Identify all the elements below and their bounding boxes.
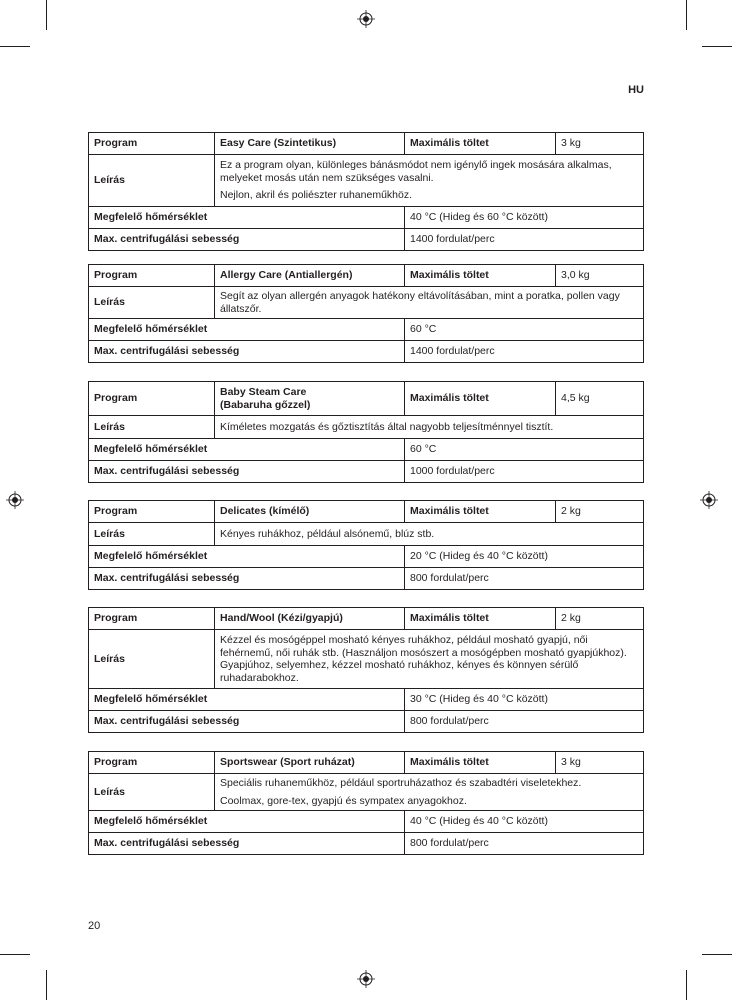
spin-label: Max. centrifugálási sebesség — [89, 461, 405, 483]
program-table — [88, 264, 644, 363]
spin-row — [89, 341, 644, 363]
program-name: Sportswear (Sport ruházat) — [215, 752, 405, 774]
temperature-label: Megfelelő hőmérséklet — [89, 319, 405, 341]
temperature-label: Megfelelő hőmérséklet — [89, 207, 405, 229]
program-name: Delicates (kímélő) — [215, 501, 405, 523]
temperature-value: 60 °C — [405, 439, 644, 461]
temperature-row — [89, 689, 644, 711]
temperature-label: Megfelelő hőmérséklet — [89, 689, 405, 711]
description-row — [89, 287, 644, 319]
registration-mark-icon — [700, 491, 718, 509]
spin-value: 1400 fordulat/perc — [405, 229, 644, 251]
page-number: 20 — [88, 920, 101, 932]
program-label: Program — [89, 608, 215, 630]
max-load-value: 2 kg — [556, 608, 644, 630]
temperature-row — [89, 546, 644, 568]
program-header-row — [89, 382, 644, 416]
max-load-value: 3 kg — [556, 752, 644, 774]
description-label: Leírás — [89, 523, 215, 546]
crop-mark — [702, 954, 732, 955]
max-load-label: Maximális töltet — [405, 501, 556, 523]
program-label: Program — [89, 752, 215, 774]
crop-mark — [0, 46, 30, 47]
program-label: Program — [89, 501, 215, 523]
crop-mark — [46, 970, 47, 1000]
crop-mark — [686, 970, 687, 1000]
spin-value: 1400 fordulat/perc — [405, 341, 644, 363]
program-table — [88, 607, 644, 733]
registration-mark-icon — [357, 970, 375, 988]
spin-label: Max. centrifugálási sebesség — [89, 341, 405, 363]
temperature-label: Megfelelő hőmérséklet — [89, 811, 405, 833]
description-paragraph: Ez a program olyan, különleges bánásmódot nem igénylő ingek mosására alkalmas, melyeket mosás után nem szükséges vasalni. — [220, 159, 612, 184]
temperature-value: 30 °C (Hideg és 40 °C között) — [405, 689, 644, 711]
crop-mark — [0, 954, 30, 955]
spin-row — [89, 833, 644, 855]
description-text — [215, 416, 644, 439]
description-label: Leírás — [89, 155, 215, 207]
temperature-value: 40 °C (Hideg és 40 °C között) — [405, 811, 644, 833]
temperature-value: 60 °C — [405, 319, 644, 341]
language-code: HU — [628, 84, 644, 96]
max-load-value: 3 kg — [556, 133, 644, 155]
crop-mark — [686, 0, 687, 30]
program-header-row — [89, 265, 644, 287]
description-row — [89, 523, 644, 546]
spin-label: Max. centrifugálási sebesség — [89, 711, 405, 733]
temperature-row — [89, 811, 644, 833]
program-header-row — [89, 608, 644, 630]
crop-mark — [702, 46, 732, 47]
temperature-label: Megfelelő hőmérséklet — [89, 439, 405, 461]
temperature-row — [89, 207, 644, 229]
program-name: Baby Steam Care (Babaruha gőzzel) — [215, 382, 405, 416]
description-paragraph: Nejlon, akril és poliészter ruhaneműkhöz. — [220, 189, 413, 202]
description-label: Leírás — [89, 630, 215, 689]
program-header-row — [89, 133, 644, 155]
program-table — [88, 500, 644, 590]
description-row — [89, 416, 644, 439]
program-label: Program — [89, 133, 215, 155]
description-paragraph: Kíméletes mozgatás és gőztisztítás által nagyobb teljesítménnyel tisztít. — [220, 420, 554, 433]
program-label: Program — [89, 265, 215, 287]
description-text — [215, 287, 644, 319]
spin-row — [89, 568, 644, 590]
max-load-label: Maximális töltet — [405, 608, 556, 630]
description-text — [215, 523, 644, 546]
max-load-value: 3,0 kg — [556, 265, 644, 287]
program-header-row — [89, 501, 644, 523]
spin-label: Max. centrifugálási sebesség — [89, 229, 405, 251]
program-header-row — [89, 752, 644, 774]
temperature-row — [89, 439, 644, 461]
program-name: Easy Care (Szintetikus) — [215, 133, 405, 155]
program-table — [88, 381, 644, 483]
spin-value: 800 fordulat/perc — [405, 833, 644, 855]
description-paragraph: Segít az olyan allergén anyagok hatékony eltávolításában, mint a poratka, pollen vagy állatszőr. — [220, 290, 620, 315]
description-row — [89, 774, 644, 811]
registration-mark-icon — [357, 10, 375, 28]
program-name: Allergy Care (Antiallergén) — [215, 265, 405, 287]
temperature-value: 20 °C (Hideg és 40 °C között) — [405, 546, 644, 568]
temperature-value: 40 °C (Hideg és 60 °C között) — [405, 207, 644, 229]
description-paragraph: Kézzel és mosógéppel mosható kényes ruhákhoz, például mosható gyapjú, női fehérnemű, női ruhák stb. (Használjon mosószert a mosógépben mosható gyapjúkhoz). Gyapjúhoz, selyemhez, kézzel mosható ruhákhoz, kényes és könnyen sérülő ruhadarabokhoz. — [220, 634, 627, 684]
max-load-value: 2 kg — [556, 501, 644, 523]
registration-mark-icon — [6, 491, 24, 509]
program-name: Hand/Wool (Kézi/gyapjú) — [215, 608, 405, 630]
program-table — [88, 132, 644, 251]
max-load-label: Maximális töltet — [405, 133, 556, 155]
description-text — [215, 155, 644, 207]
description-row — [89, 155, 644, 207]
description-row — [89, 630, 644, 689]
spin-value: 1000 fordulat/perc — [405, 461, 644, 483]
temperature-row — [89, 319, 644, 341]
max-load-value: 4,5 kg — [556, 382, 644, 416]
spin-value: 800 fordulat/perc — [405, 711, 644, 733]
spin-row — [89, 229, 644, 251]
spin-label: Max. centrifugálási sebesség — [89, 833, 405, 855]
description-label: Leírás — [89, 774, 215, 811]
program-table — [88, 751, 644, 855]
max-load-label: Maximális töltet — [405, 382, 556, 416]
max-load-label: Maximális töltet — [405, 265, 556, 287]
spin-row — [89, 711, 644, 733]
spin-value: 800 fordulat/perc — [405, 568, 644, 590]
description-label: Leírás — [89, 287, 215, 319]
crop-mark — [46, 0, 47, 30]
description-paragraph: Kényes ruhákhoz, például alsónemű, blúz stb. — [220, 527, 435, 540]
spin-label: Max. centrifugálási sebesség — [89, 568, 405, 590]
max-load-label: Maximális töltet — [405, 752, 556, 774]
description-text — [215, 774, 644, 811]
temperature-label: Megfelelő hőmérséklet — [89, 546, 405, 568]
description-label: Leírás — [89, 416, 215, 439]
description-paragraph: Speciális ruhaneműkhöz, például sportruházathoz és szabadtéri viseletekhez. — [220, 777, 582, 789]
description-text — [215, 630, 644, 689]
description-paragraph: Coolmax, gore-tex, gyapjú és sympatex anyagokhoz. — [220, 794, 467, 807]
spin-row — [89, 461, 644, 483]
program-label: Program — [89, 382, 215, 416]
